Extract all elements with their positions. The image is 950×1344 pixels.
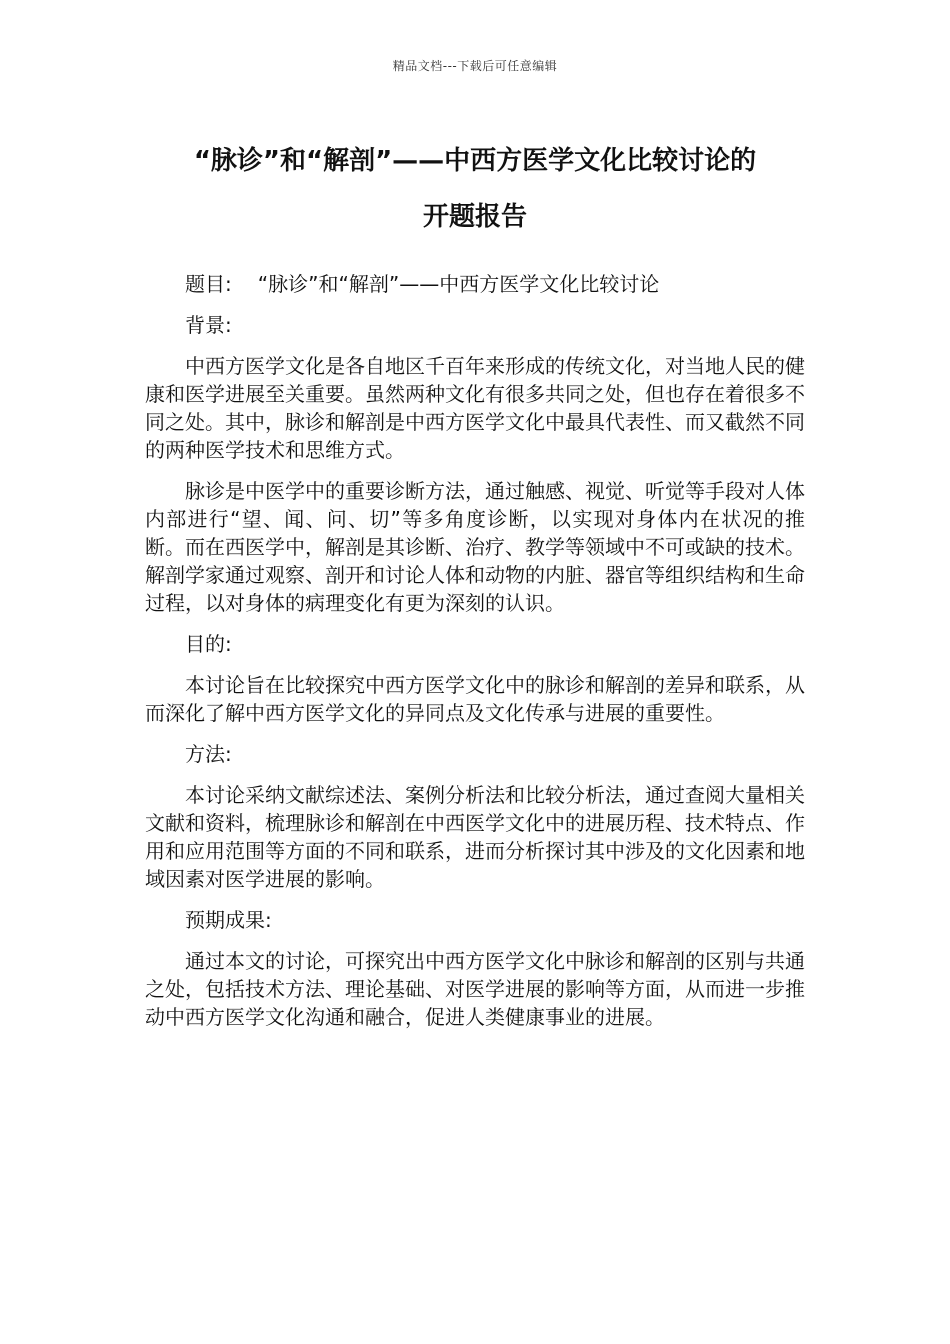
- purpose-paragraph: 本讨论旨在比较探究中西方医学文化中的脉诊和解剖的差异和联系，从而深化了解中西方医学文化的异同点及文化传承与进展的重要性。: [145, 673, 805, 725]
- background-paragraph-1: 中西方医学文化是各自地区千百年来形成的传统文化，对当地人民的健康和医学进展至关重要。虽然两种文化有很多共同之处，但也存在着很多不同之处。其中，脉诊和解剖是中西方医学文化中最具代表性、而又截然不同的两种医学技术和思维方式。: [145, 354, 805, 462]
- document-title: [130, 133, 820, 245]
- outcome-paragraph: 通过本文的讨论，可探究出中西方医学文化中脉诊和解剖的区别与共通之处，包括技术方法、理论基础、对医学进展的影响等方面，从而进一步推动中西方医学文化沟通和融合，促进人类健康事业的进展。: [145, 949, 805, 1029]
- background-label: 背景:: [185, 313, 232, 337]
- method-label: 方法:: [185, 742, 232, 766]
- topic-label: 题目:: [185, 272, 232, 296]
- topic-line: [145, 270, 805, 298]
- purpose-label: 目的:: [185, 632, 232, 656]
- header-note: 精品文档---下载后可任意编辑: [392, 59, 558, 73]
- method-paragraph: 本讨论采纳文献综述法、案例分析法和比较分析法，通过查阅大量相关文献和资料，梳理脉诊和解剖在中西医学文化中的进展历程、技术特点、作用和应用范围等方面的不同和联系，进而分析探讨其中涉及的文化因素和地域因素对医学进展的影响。: [145, 783, 805, 891]
- background-paragraph-2: 脉诊是中医学中的重要诊断方法，通过触感、视觉、听觉等手段对人体内部进行“望、闻、问、切”等多角度诊断，以实现对身体内在状况的推断。而在西医学中，解剖是其诊断、治疗、教学等领域中不可或缺的技术。解剖学家通过观察、剖开和讨论人体和动物的内脏、器官等组织结构和生命过程，以对身体的病理变化有更为深刻的认识。: [145, 479, 805, 615]
- title-line-1: “脉诊”和“解剖”——中西方医学文化比较讨论的: [193, 146, 757, 176]
- topic-value: “脉诊”和“解剖”——中西方医学文化比较讨论: [257, 272, 660, 296]
- document-body: [145, 270, 805, 1044]
- title-line-2: 开题报告: [422, 202, 527, 232]
- outcome-label: 预期成果:: [185, 908, 272, 932]
